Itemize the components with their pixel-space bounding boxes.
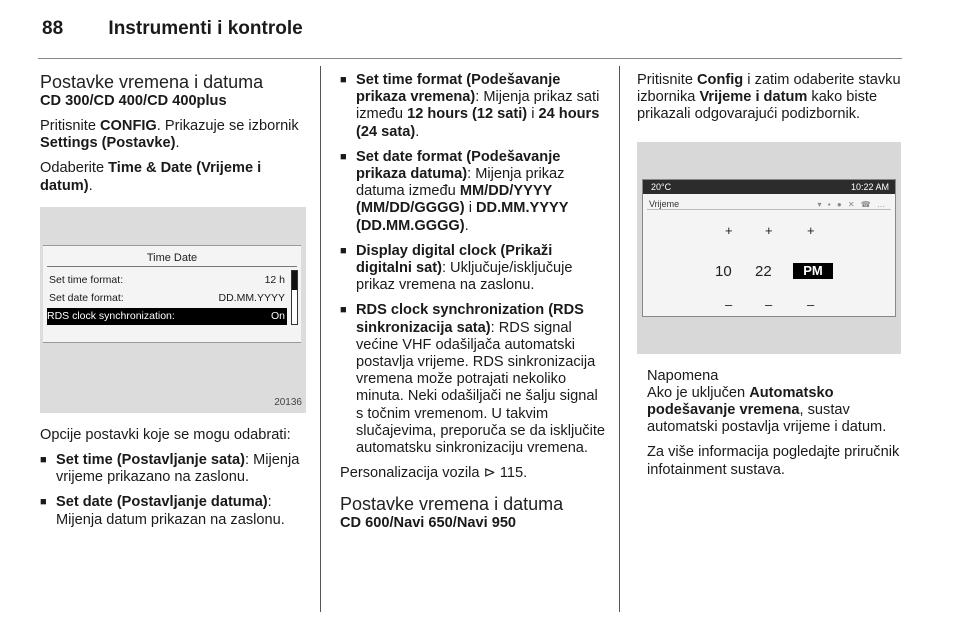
- screen-divider: [647, 209, 891, 210]
- clock-readout: 10:22 AM: [850, 181, 889, 192]
- screen-divider: [47, 266, 297, 267]
- list-item: ■ Set date format (Podešavanje prikaza datuma): Mijenja prikaz datuma između MM/DD/YYYY (MM/DD/GGGG) i DD.MM.YYYY (DD.MM.GGGG).: [340, 149, 608, 235]
- paragraph-options: Opcije postavki koje se mogu odabrati:: [40, 426, 291, 443]
- paragraph-config: Pritisnite Config i zatim odaberite stavku izbornika Vrijeme i datum kako biste prikazali odgovarajući podizbornik.: [637, 72, 901, 123]
- section-heading: Postavke vremena i datuma: [40, 72, 264, 92]
- scrollbar-thumb[interactable]: [292, 271, 297, 290]
- ampm-value[interactable]: PM: [793, 263, 833, 279]
- ampm-minus-button[interactable]: –: [807, 296, 815, 312]
- note-title: Napomena: [647, 367, 719, 384]
- clock-screen-figure: [637, 142, 901, 354]
- page-number: 88: [42, 18, 64, 39]
- hour-minus-button[interactable]: –: [725, 296, 733, 312]
- note-box: [637, 368, 907, 479]
- paragraph-more-info: Za više informacija pogledajte priručnik infotainment sustava.: [647, 444, 900, 478]
- section-subheading: CD 600/Navi 650/Navi 950: [340, 515, 517, 532]
- paragraph-config: Pritisnite CONFIG. Prikazuje se izbornik Settings (Postavke).: [40, 118, 299, 152]
- status-bar: [643, 180, 895, 194]
- time-date-screen-figure: [40, 207, 306, 413]
- time-date-screen: [43, 245, 301, 343]
- section-heading: Postavke vremena i datuma: [340, 494, 564, 515]
- options-list: [40, 452, 308, 529]
- temperature-readout: 20°C: [651, 181, 672, 192]
- hour-value: 10: [715, 262, 732, 280]
- paragraph-reference: Personalizacija vozila ⊳ 115.: [340, 465, 528, 482]
- options-list-continued: [340, 72, 608, 457]
- ampm-plus-button[interactable]: +: [807, 222, 815, 238]
- paragraph-select: Odaberite Time & Date (Vrijeme i datum).: [40, 160, 262, 194]
- screen-subtitle: Vrijeme: [649, 198, 680, 209]
- status-icons: ▾ ▪ ● ✕ ☎ …: [817, 199, 887, 209]
- menu-row-time-format[interactable]: Set time format: 12 h: [49, 273, 285, 286]
- minute-minus-button[interactable]: –: [765, 296, 773, 312]
- header-divider: [38, 58, 902, 59]
- screen-scrollbar[interactable]: [291, 270, 298, 325]
- column-divider-2: [619, 66, 620, 612]
- list-item: ■ Set time (Postavljanje sata): Mijenja vrijeme prikazano na zaslonu.: [40, 452, 308, 486]
- figure-number: 20136: [274, 396, 302, 408]
- list-item: ■ RDS clock synchronization (RDS sinkronizacija sata): RDS signal većine VHF odašiljača automatski postavlja vrijeme. RDS sinkronizacija vremena može potrajati nekoliko minuta. Neki odašiljači ne šalju signal s točnim vremenom. U takvim slučajevima, preporuča se da isključite automatsku sinkronizaciju vremena.: [340, 302, 608, 457]
- minute-plus-button[interactable]: +: [765, 222, 773, 238]
- list-item: ■ Display digital clock (Prikaži digitalni sat): Uključuje/isključuje prikaz vremena na zaslonu.: [340, 243, 608, 295]
- note-text: Ako je uključen Automatsko podešavanje vremena, sustav automatski postavlja vrijeme i datum.: [647, 384, 887, 436]
- list-item: ■ Set time format (Podešavanje prikaza vremena): Mijenja prikaz sati između 12 hours (12 sati) i 24 hours (24 sata).: [340, 72, 608, 141]
- screen-title: Time Date: [146, 251, 198, 264]
- page-header: [42, 18, 303, 40]
- column-1: [40, 72, 308, 537]
- menu-row-date-format[interactable]: Set date format: DD.MM.YYYY: [49, 291, 285, 304]
- section-subheading: CD 300/CD 400/CD 400plus: [40, 93, 227, 109]
- list-item: ■ Set date (Postavljanje datuma): Mijenja datum prikazan na zaslonu.: [40, 494, 308, 528]
- minute-value: 22: [755, 262, 772, 280]
- column-2: [340, 72, 608, 540]
- page-title: Instrumenti i kontrole: [108, 18, 303, 39]
- hour-plus-button[interactable]: +: [725, 222, 733, 238]
- clock-screen: [642, 179, 896, 317]
- column-divider-1: [320, 66, 321, 612]
- menu-row-rds-sync[interactable]: RDS clock synchronization: On: [47, 308, 287, 325]
- column-3: [637, 72, 907, 487]
- page-reference-icon: ⊳: [483, 465, 496, 482]
